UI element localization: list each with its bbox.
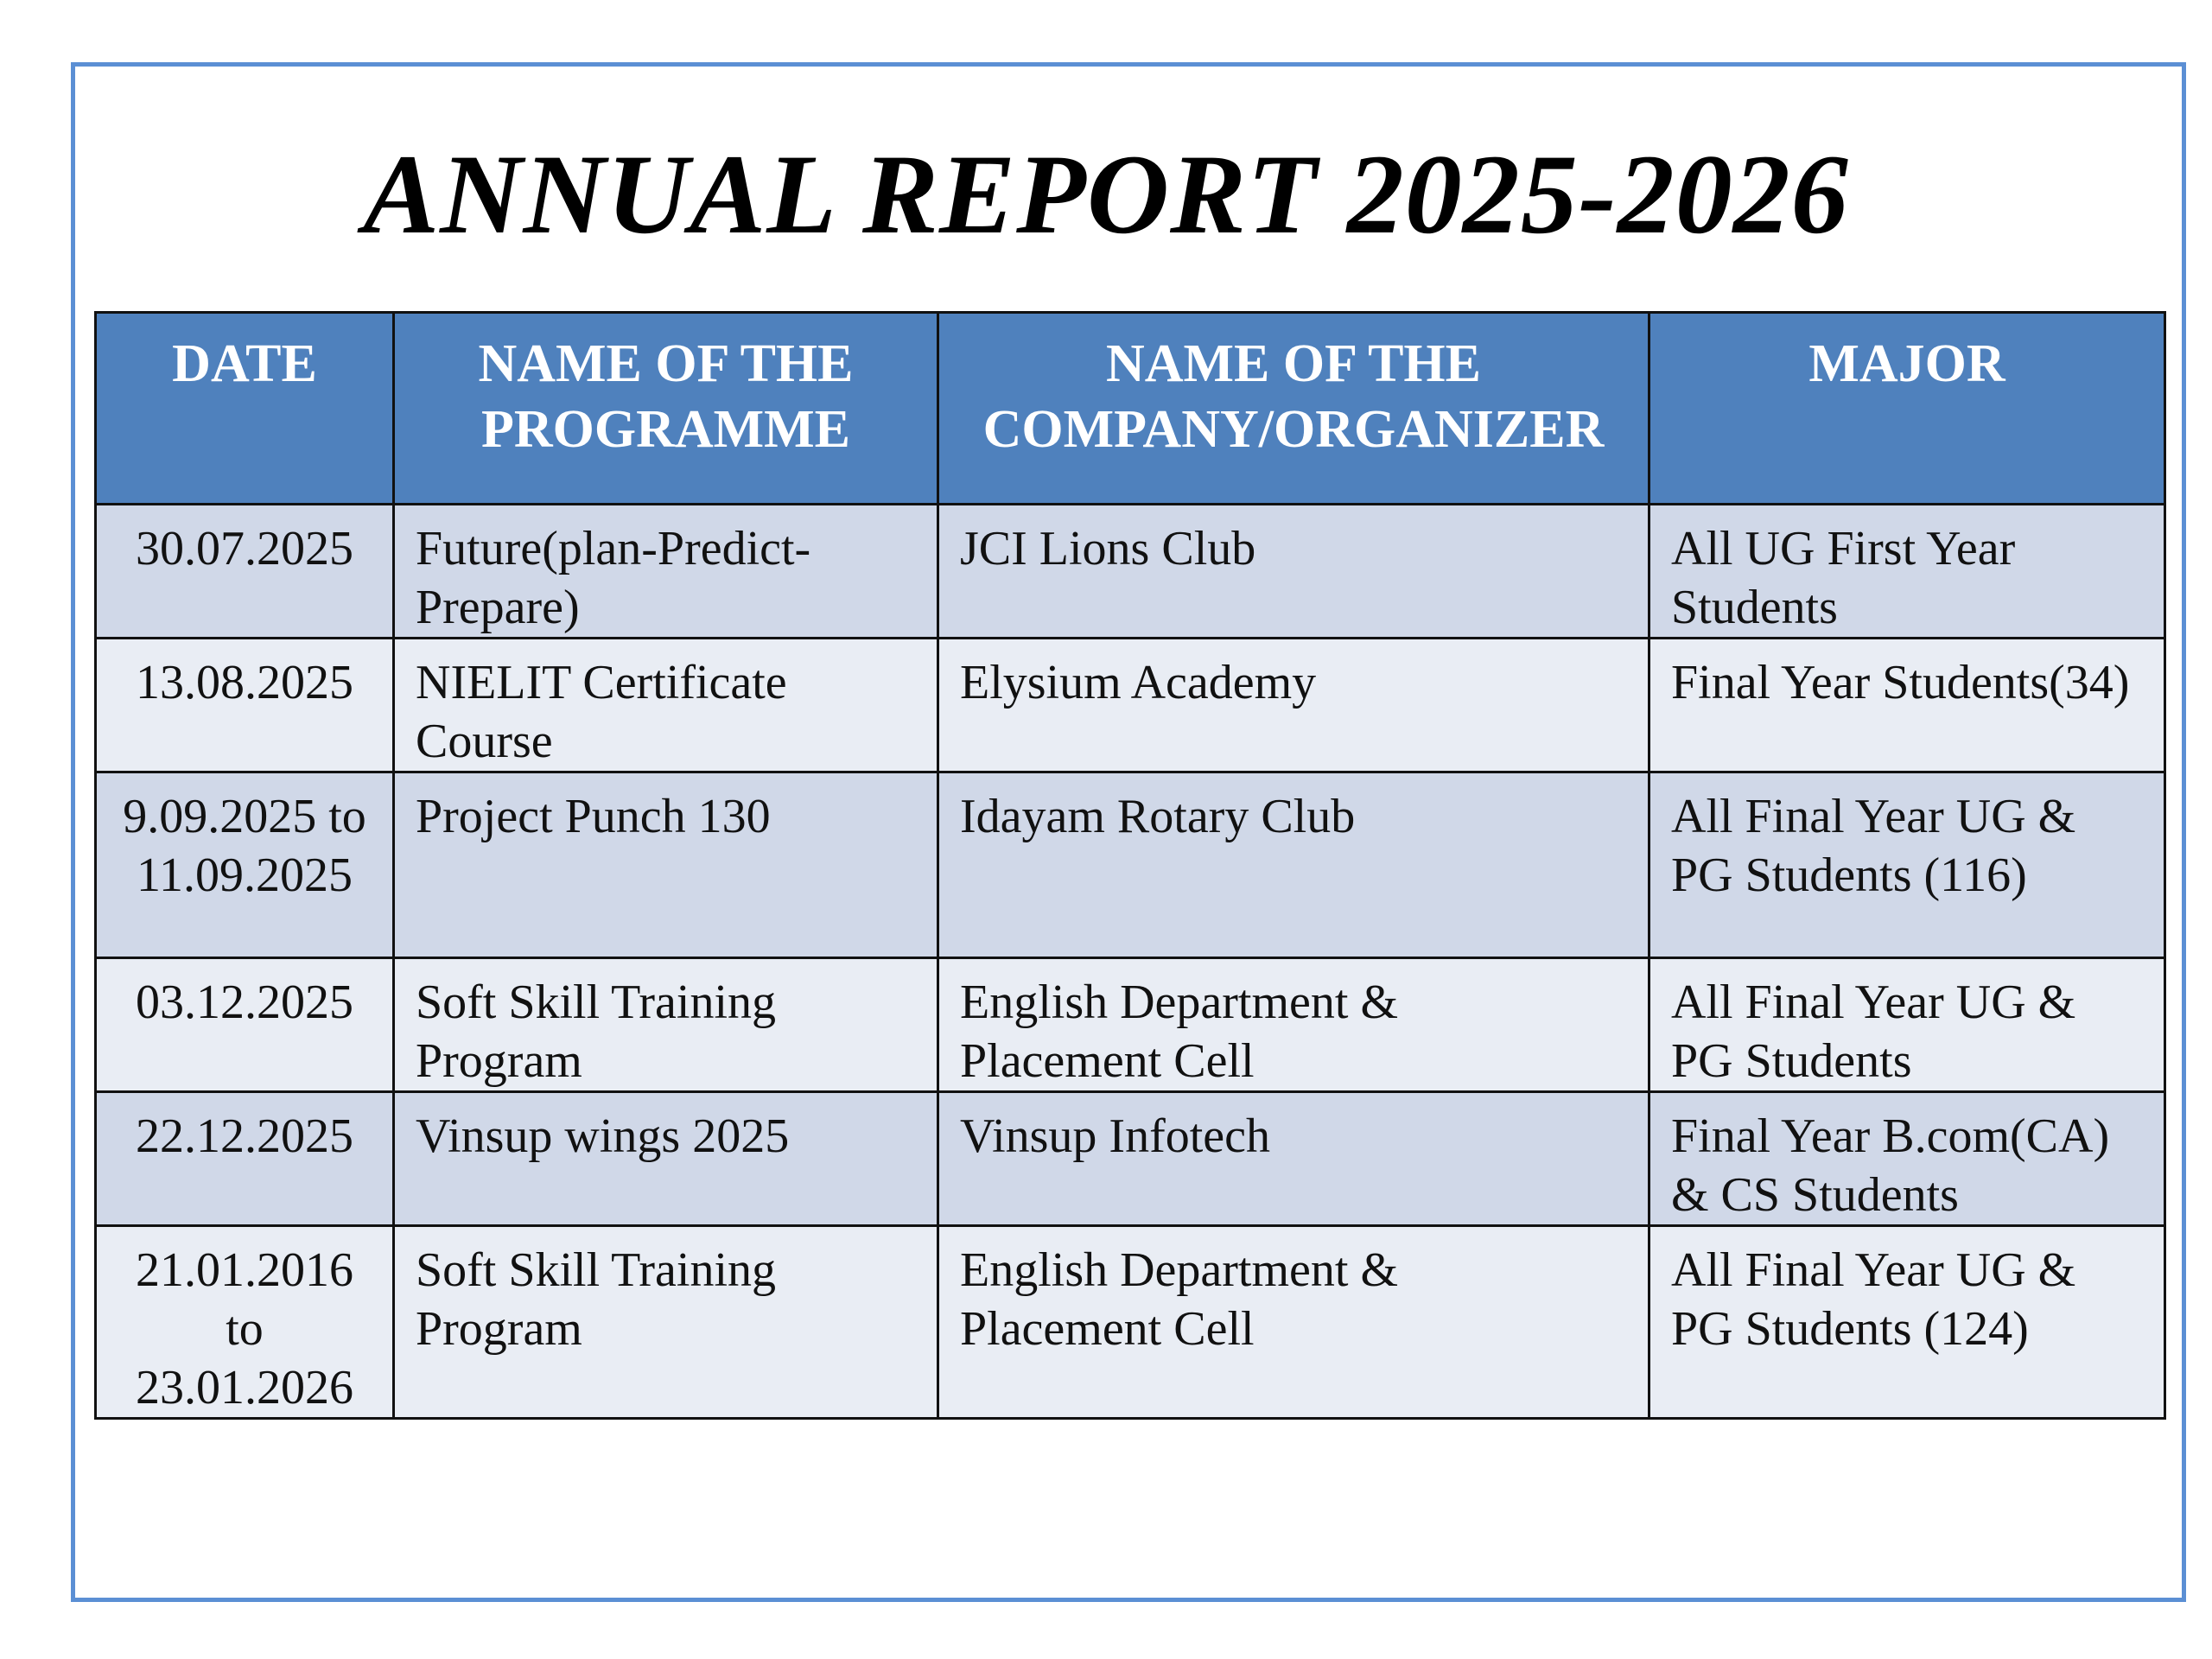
cell-company: English Department & Placement Cell xyxy=(938,958,1649,1092)
cell-company: Elysium Academy xyxy=(938,639,1649,772)
table-header-row xyxy=(96,313,2165,505)
cell-programme: Soft Skill Training Program xyxy=(394,1226,938,1419)
table-row xyxy=(96,639,2165,772)
header-company: NAME OF THE COMPANY/ORGANIZER xyxy=(938,313,1649,505)
cell-date: 30.07.2025 xyxy=(96,505,394,639)
header-major: MAJOR xyxy=(1649,313,2165,505)
table-row xyxy=(96,772,2165,958)
cell-company: English Department & Placement Cell xyxy=(938,1226,1649,1419)
cell-programme: Vinsup wings 2025 xyxy=(394,1092,938,1226)
cell-programme: NIELIT Certificate Course xyxy=(394,639,938,772)
cell-company: Vinsup Infotech xyxy=(938,1092,1649,1226)
cell-date: 21.01.2016 to 23.01.2026 xyxy=(96,1226,394,1419)
cell-date: 22.12.2025 xyxy=(96,1092,394,1226)
table-row xyxy=(96,1226,2165,1419)
cell-date: 13.08.2025 xyxy=(96,639,394,772)
cell-major: All UG First Year Students xyxy=(1649,505,2165,639)
table-row xyxy=(96,958,2165,1092)
cell-programme: Project Punch 130 xyxy=(394,772,938,958)
table-row xyxy=(96,1092,2165,1226)
cell-major: All Final Year UG & PG Students (124) xyxy=(1649,1226,2165,1419)
header-date: DATE xyxy=(96,313,394,505)
table-row xyxy=(96,505,2165,639)
cell-date: 03.12.2025 xyxy=(96,958,394,1092)
cell-major: All Final Year UG & PG Students xyxy=(1649,958,2165,1092)
cell-major: All Final Year UG & PG Students (116) xyxy=(1649,772,2165,958)
cell-programme: Soft Skill Training Program xyxy=(394,958,938,1092)
cell-programme: Future(plan-Predict- Prepare) xyxy=(394,505,938,639)
cell-company: JCI Lions Club xyxy=(938,505,1649,639)
report-table xyxy=(94,311,2166,1420)
cell-company: Idayam Rotary Club xyxy=(938,772,1649,958)
cell-major: Final Year Students(34) xyxy=(1649,639,2165,772)
cell-major: Final Year B.com(CA) & CS Students xyxy=(1649,1092,2165,1226)
cell-date: 9.09.2025 to 11.09.2025 xyxy=(96,772,394,958)
report-title: ANNUAL REPORT 2025-2026 xyxy=(363,130,1849,257)
header-programme: NAME OF THE PROGRAMME xyxy=(394,313,938,505)
